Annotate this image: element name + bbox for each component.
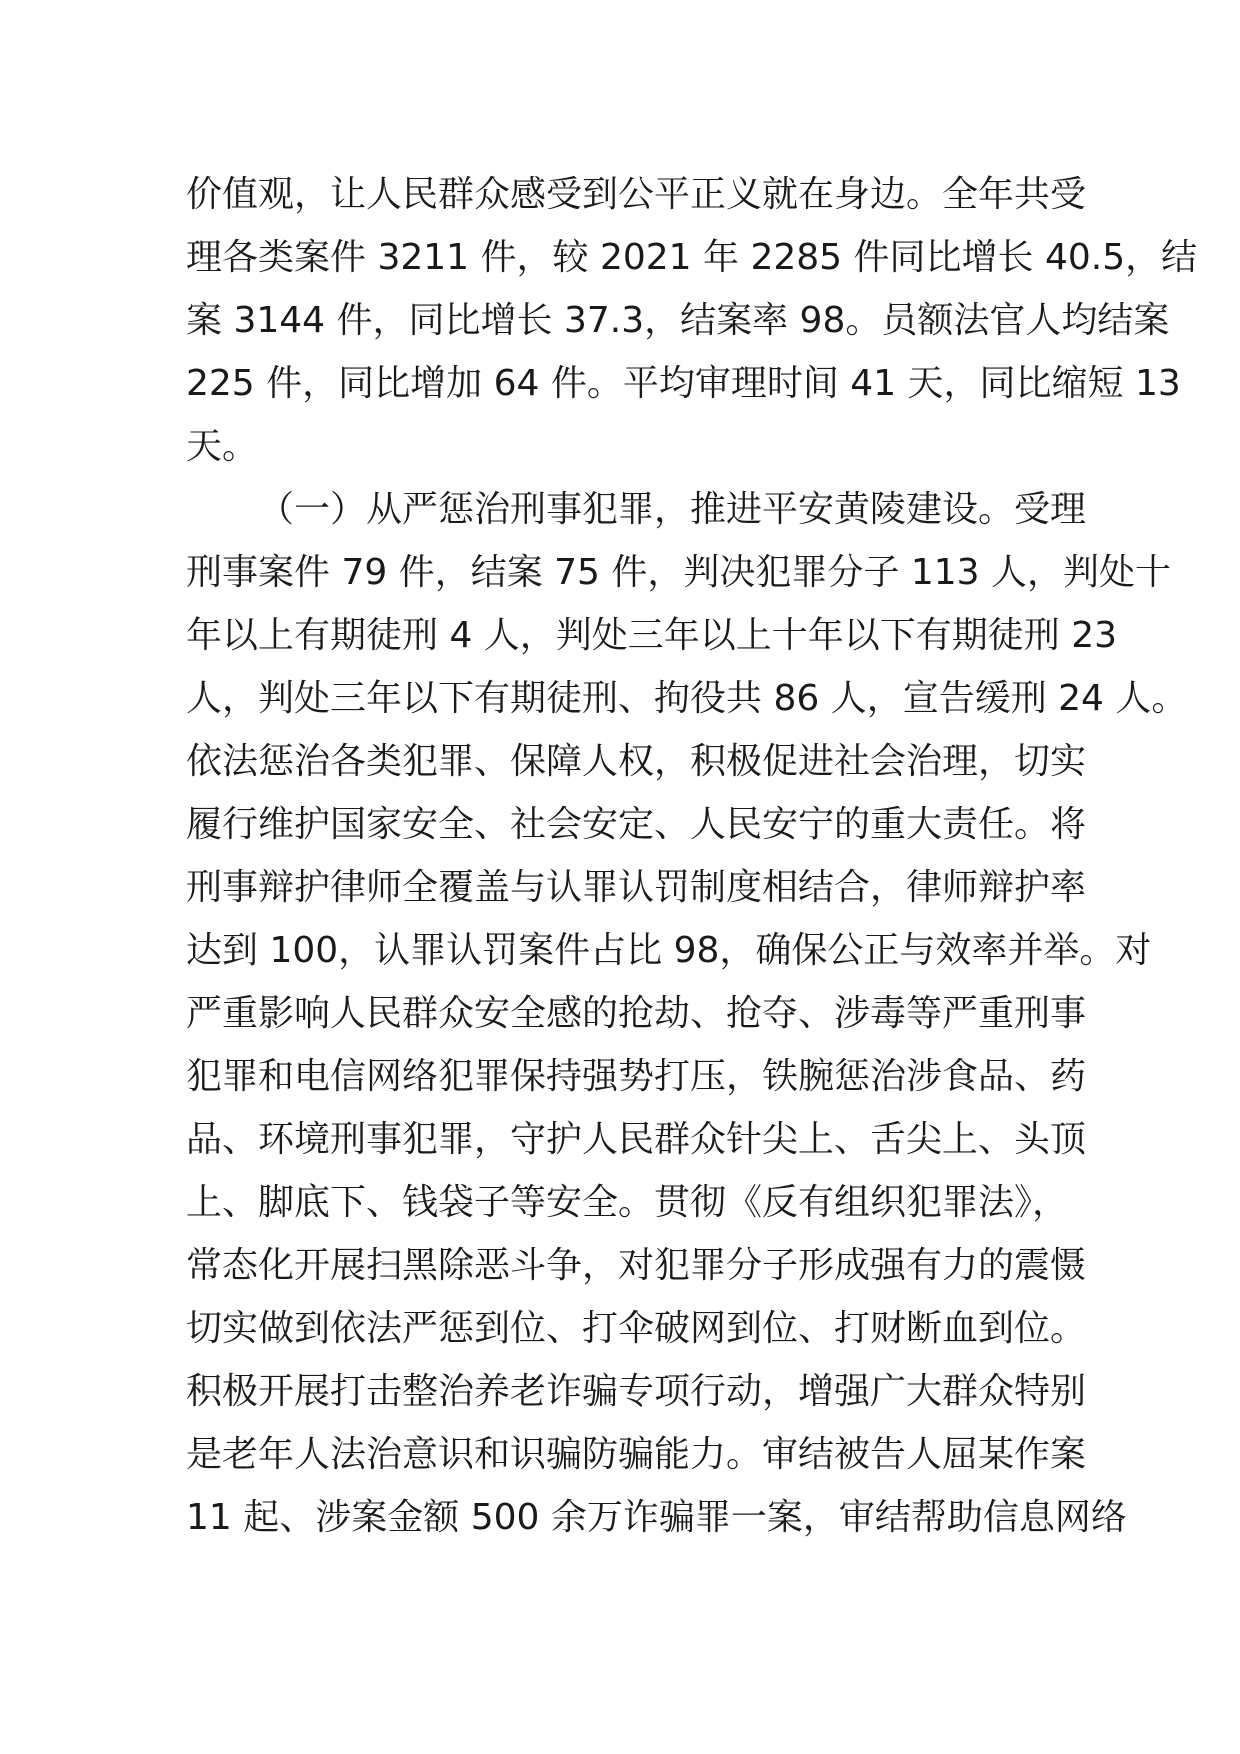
- section-heading-line: （一）从严惩治刑事犯罪，推进平安黄陵建设。受理: [258, 489, 1087, 530]
- text-line: 11 起、涉案金额 500 余万诈骗罪一案，审结帮助信息网络: [186, 1497, 1127, 1538]
- text-line: 犯罪和电信网络犯罪保持强势打压，铁腕惩治涉食品、药: [186, 1056, 1087, 1097]
- text-line: 刑事案件 79 件，结案 75 件，判决犯罪分子 113 人，判处十: [186, 552, 1171, 593]
- text-line: 品、环境刑事犯罪，守护人民群众针尖上、舌尖上、头顶: [186, 1119, 1087, 1160]
- text-line: 理各类案件 3211 件，较 2021 年 2285 件同比增长 40.5，结: [186, 237, 1198, 278]
- text-line: 切实做到依法严惩到位、打伞破网到位、打财断血到位。: [186, 1308, 1087, 1349]
- text-line: 常态化开展扫黑除恶斗争，对犯罪分子形成强有力的震慑: [186, 1245, 1087, 1286]
- text-line: 上、脚底下、钱袋子等安全。贯彻《反有组织犯罪法》，: [186, 1182, 1069, 1223]
- text-line: 天。: [186, 426, 259, 467]
- text-line: 刑事辩护律师全覆盖与认罪认罚制度相结合，律师辩护率: [186, 867, 1087, 908]
- text-line: 是老年人法治意识和识骗防骗能力。审结被告人屈某作案: [186, 1434, 1087, 1475]
- text-line: 225 件，同比增加 64 件。平均审理时间 41 天，同比缩短 13: [186, 363, 1181, 404]
- text-line: 年以上有期徒刑 4 人，判处三年以上十年以下有期徒刑 23: [186, 615, 1118, 656]
- text-line: 依法惩治各类犯罪、保障人权，积极促进社会治理，切实: [186, 741, 1087, 782]
- text-line: 达到 100，认罪认罚案件占比 98，确保公正与效率并举。对: [186, 930, 1152, 971]
- text-line: 价值观，让人民群众感受到公平正义就在身边。全年共受: [186, 174, 1087, 215]
- text-line: 严重影响人民群众安全感的抢劫、抢夺、涉毒等严重刑事: [186, 993, 1087, 1034]
- text-line: 积极开展打击整治养老诈骗专项行动，增强广大群众特别: [186, 1371, 1087, 1412]
- text-line: 案 3144 件，同比增长 37.3，结案率 98。员额法官人均结案: [186, 300, 1170, 341]
- text-line: 履行维护国家安全、社会安定、人民安宁的重大责任。将: [186, 804, 1087, 845]
- text-line: 人，判处三年以下有期徒刑、拘役共 86 人，宣告缓刑 24 人。: [186, 678, 1188, 719]
